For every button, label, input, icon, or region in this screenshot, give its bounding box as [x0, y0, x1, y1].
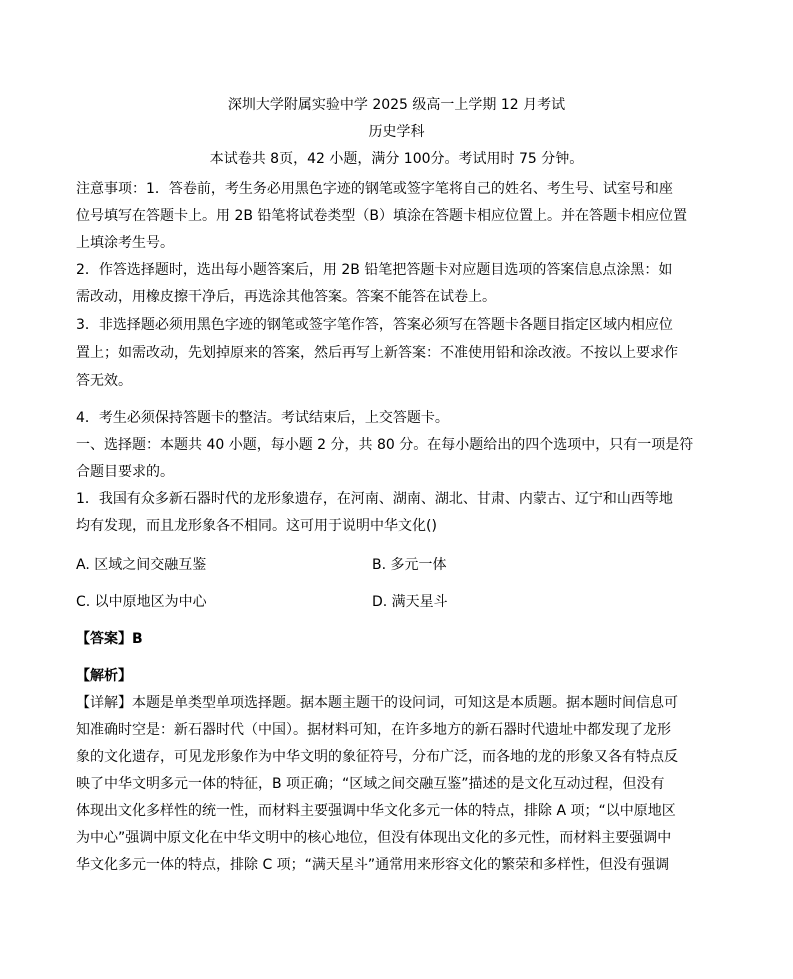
notes-line: 2．作答选择题时，选出每小题答案后，用 2B 铅笔把答题卡对应题目选项的答案信息点涂黑：如 — [76, 262, 673, 278]
notes-line: 需改动，用橡皮擦干净后，再选涂其他答案。答案不能答在试卷上。 — [76, 289, 496, 305]
notes-line: 3．非选择题必须用黑色字迹的钢笔或签字笔作答，答案必须写在答题卡各题目指定区域内相应位 — [76, 317, 673, 333]
analysis-line: 体现出文化多样性的统一性，而材料主要强调中华文化多元一体的特点，排除 A 项；“以中原地区 — [76, 803, 676, 819]
notes-line: 答无效。 — [76, 373, 132, 389]
analysis-line: 为中心”强调中原文化在中华文明中的核心地位，但没有体现出文化的多元性，而材料主要强调中 — [76, 830, 672, 846]
notes-line: 上填涂考生号。 — [76, 235, 174, 251]
analysis-line: 象的文化遗存，可见龙形象作为中华文明的象征符号，分布广泛，而各地的龙的形象又各有特点反 — [76, 749, 678, 765]
subject-title: 历史学科 — [368, 124, 425, 140]
question-stem-line: 1．我国有众多新石器时代的龙形象遗存，在河南、湖南、湖北、甘肃、内蒙古、辽宁和山西等地 — [76, 491, 673, 507]
answer-label: 【答案】B — [76, 631, 143, 647]
option-d: D. 满天星斗 — [372, 594, 448, 610]
question-stem-line: 均有发现，而且龙形象各不相同。这可用于说明中华文化() — [76, 518, 437, 534]
option-a: A. 区域之间交融互鉴 — [76, 557, 207, 573]
analysis-line: 【详解】本题是单类型单项选择题。据本题主题干的设问词，可知这是本质题。据本题时间信息可 — [76, 695, 678, 711]
option-b: B. 多元一体 — [372, 557, 447, 573]
option-c: C. 以中原地区为中心 — [76, 594, 207, 610]
analysis-line: 映了中华文明多元一体的特征，B 项正确；“区域之间交融互鉴”描述的是文化互动过程，但没有 — [76, 776, 665, 792]
analysis-line: 华文化多元一体的特点，排除 C 项；“满天星斗”通常用来形容文化的繁荣和多样性，但没有强调 — [76, 857, 670, 873]
notes-line: 置上；如需改动，先划掉原来的答案，然后再写上新答案：不准使用铅和涂改液。不按以上要求作 — [76, 345, 678, 361]
analysis-line: 知准确时空是：新石器时代（中国）。据材料可知，在许多地方的新石器时代遗址中都发现了龙形 — [76, 722, 671, 738]
analysis-label: 【解析】 — [76, 668, 132, 684]
notes-line: 位号填写在答题卡上。用 2B 铅笔将试卷类型（B）填涂在答题卡相应位置上。并在答题卡相应位置 — [76, 208, 688, 224]
notes-line: 4．考生必须保持答题卡的整洁。考试结束后，上交答题卡。 — [76, 410, 449, 426]
exam-title: 深圳大学附属实验中学 2025 级高一上学期 12 月考试 — [227, 97, 566, 113]
section-line: 一、选择题：本题共 40 小题，每小题 2 分，共 80 分。在每小题给出的四个选项中，只有一项是符 — [76, 437, 694, 453]
exam-info: 本试卷共 8页，42 小题，满分 100分。考试用时 75 分钟。 — [209, 151, 584, 167]
section-line: 合题目要求的。 — [76, 464, 174, 480]
notes-line: 注意事项：1．答卷前，考生务必用黑色字迹的钢笔或签字笔将自己的姓名、考生号、试室号和座 — [76, 181, 673, 197]
